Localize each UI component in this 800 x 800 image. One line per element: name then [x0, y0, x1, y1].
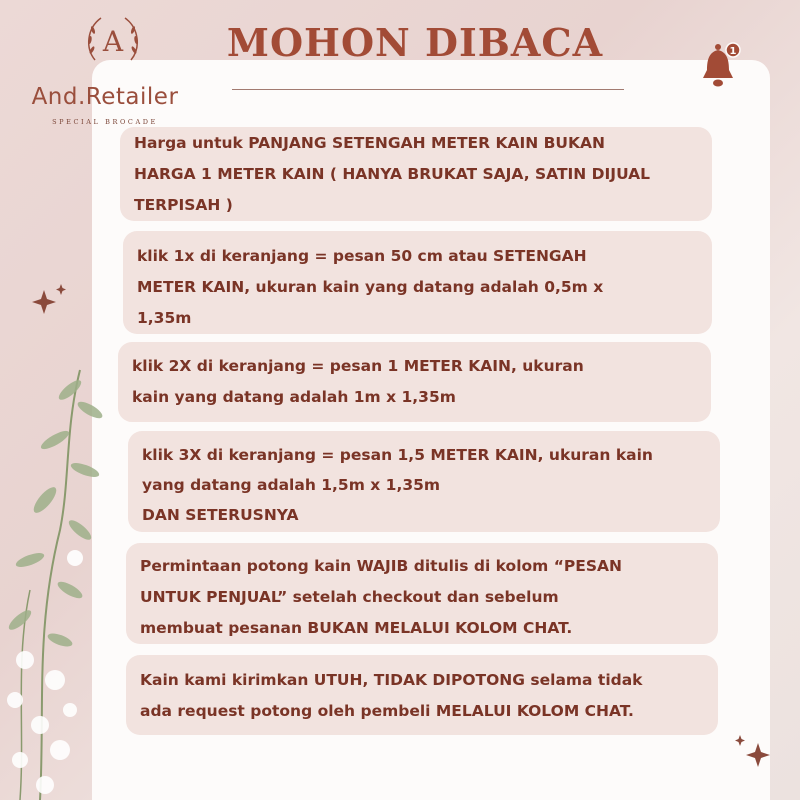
info-text: klik 1x di keranjang = pesan 50 cm atau SETENGAH METER KAIN, ukuran kain yang datang adalah 0,5m x 1,35m: [137, 247, 604, 327]
sparkle-icon: [30, 282, 70, 318]
info-card-1: [120, 127, 712, 221]
page-title: MOHON DIBACA: [226, 20, 604, 65]
brand-tagline: SPECIAL BROCADE: [52, 118, 158, 126]
info-card-6: [126, 655, 718, 735]
info-card-3: [118, 342, 711, 422]
info-text: klik 3X di keranjang = pesan 1,5 METER KAIN, ukuran kain yang datang adalah 1,5m x 1,35m DAN SETERUSNYA: [142, 446, 653, 524]
brand-name: And.Retailer: [31, 84, 179, 110]
flower-branch-icon: [0, 330, 120, 800]
sparkle-icon: [730, 733, 772, 771]
logo-wreath-icon: [83, 10, 143, 70]
logo-letter: A: [102, 25, 124, 58]
info-text: Harga untuk PANJANG SETENGAH METER KAIN BUKAN HARGA 1 METER KAIN ( HANYA BRUKAT SAJA, SATIN DIJUAL TERPISAH ): [134, 134, 651, 214]
brand-logo: [10, 10, 200, 125]
info-text: klik 2X di keranjang = pesan 1 METER KAIN, ukuran kain yang datang adalah 1m x 1,35m: [132, 357, 584, 406]
info-text: Permintaan potong kain WAJIB ditulis di kolom “PESAN UNTUK PENJUAL” setelah checkout dan sebelum membuat pesanan BUKAN MELALUI KOLOM CHAT.: [140, 557, 622, 637]
info-text: Kain kami kirimkan UTUH, TIDAK DIPOTONG selama tidak ada request potong oleh pembeli MELALUI KOLOM CHAT.: [140, 671, 643, 720]
info-card-2: [123, 231, 712, 334]
notification-count: 1: [729, 46, 737, 57]
title-divider: [232, 89, 624, 90]
bell-icon: [700, 40, 746, 90]
info-card-4: [128, 431, 720, 532]
info-card-5: [126, 543, 718, 644]
